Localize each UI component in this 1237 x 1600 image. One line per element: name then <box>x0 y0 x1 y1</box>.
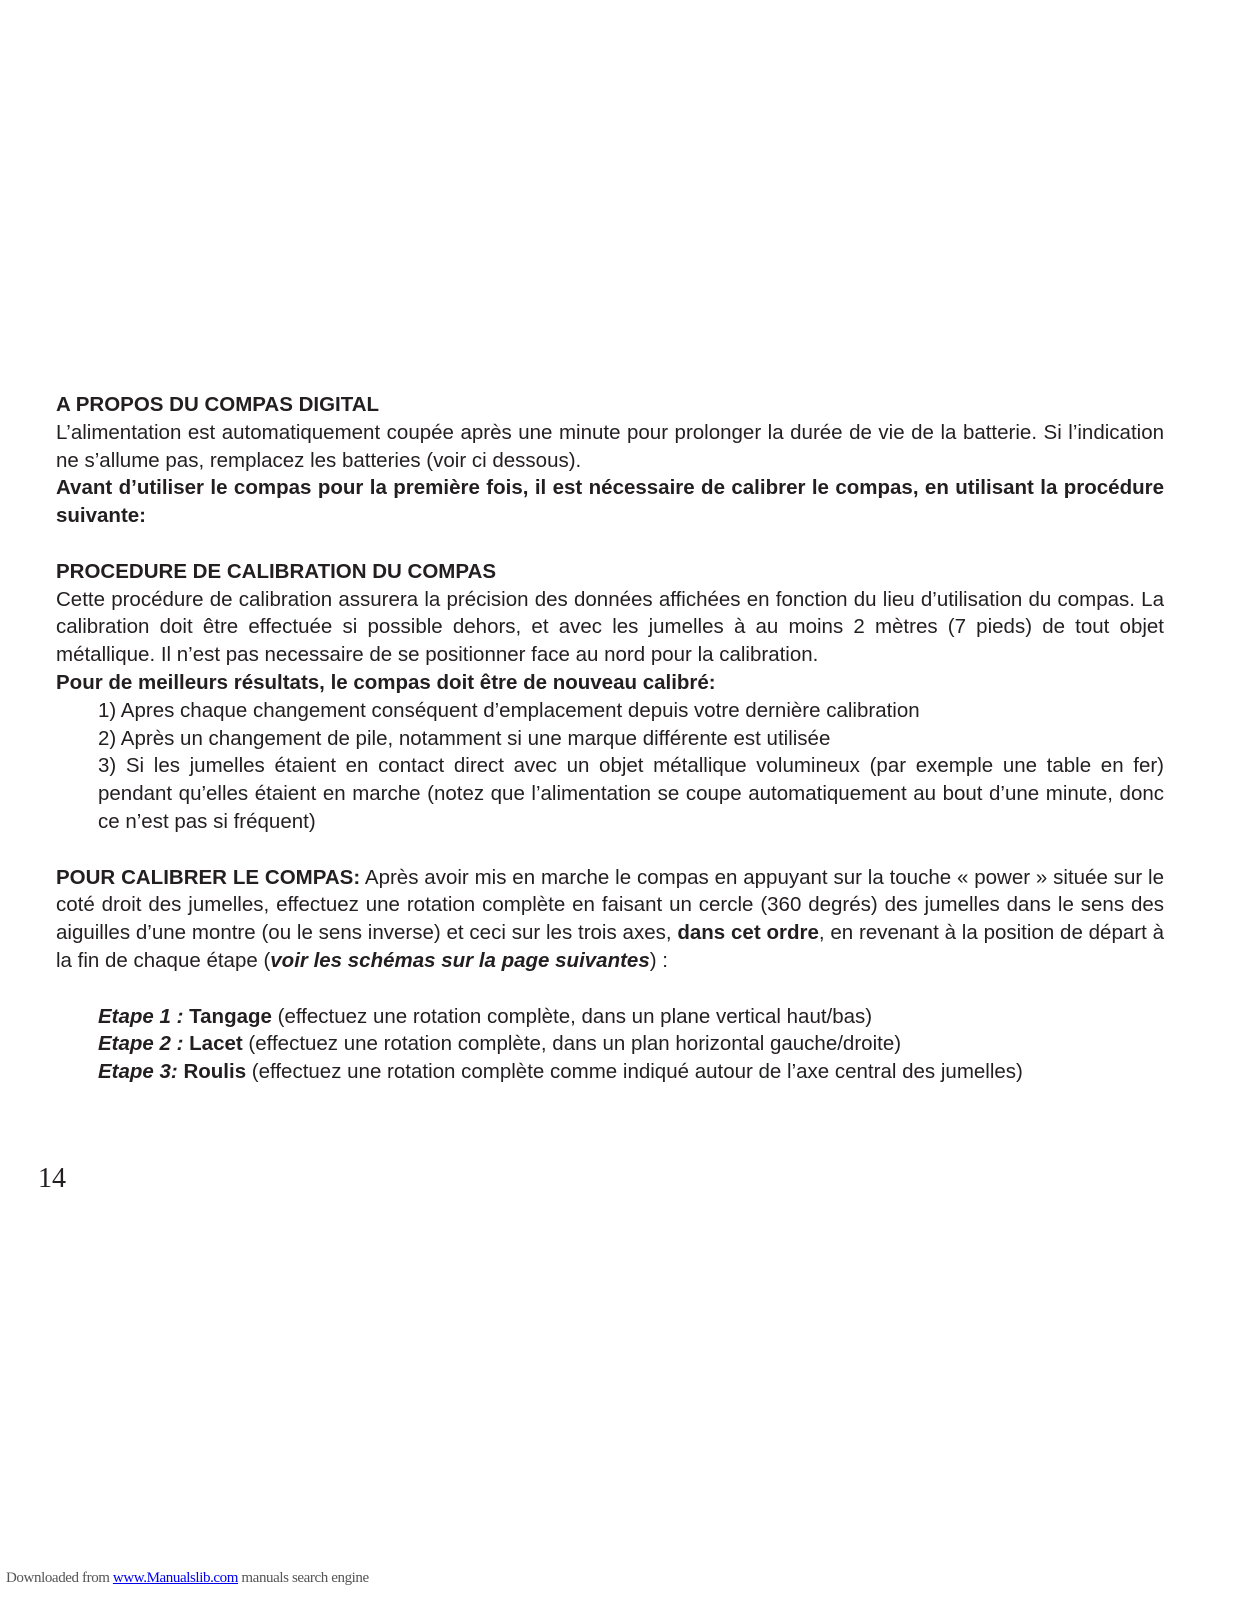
step-name: Lacet <box>189 1032 243 1056</box>
list-item: 2) Après un changement de pile, notamment si une marque différente est utilisée <box>98 726 831 750</box>
steps-list <box>56 1003 1164 1086</box>
spacer <box>56 836 1164 864</box>
step-item <box>98 1003 1164 1031</box>
spacer <box>56 530 1164 558</box>
paragraph-alimentation: L’alimentation est automatiquement coupée après une minute pour prolonger la durée de vie de la batterie. Si l’indication ne s’allume pas, remplacez les batteries (voir ci dessous). <box>56 420 1164 472</box>
footer-prefix: Downloaded from <box>6 1570 113 1586</box>
step-description: (effectuez une rotation complète, dans un plan horizontal gauche/droite) <box>242 1032 902 1056</box>
paragraph-procedure: Cette procédure de calibration assurera la précision des données affichées en fonction du lieu d’utilisation du compas. La calibration doit être effectuée si possible dehors, et avec les jumelles à au moins 2 mètres (7 pieds) de tout objet métallique. Il n’est pas necessaire de se positionner face au nord pour la calibration. <box>56 587 1164 667</box>
step-item <box>98 1030 1164 1058</box>
pour-calibrer-text-1: Après avoir mis en marche le compas en appuyant sur la touche « power » située sur le coté droit des jumelles, effectuez une rotation complète en faisant un cercle (360 degrés) des jumelles dans le sens des aiguilles d’une montre (ou le sens inverse) et ceci sur les trois axes, <box>56 865 1164 945</box>
pour-calibrer-reference: voir les schémas sur la page suivantes <box>270 948 650 972</box>
step-item <box>98 1058 1164 1086</box>
step-name: Roulis <box>183 1060 247 1084</box>
footer-suffix: manuals search engine <box>238 1570 369 1586</box>
spacer <box>56 975 1164 1003</box>
list-item: 1) Apres chaque changement conséquent d’emplacement depuis votre dernière calibration <box>98 698 920 722</box>
recalibration-list <box>56 697 1164 836</box>
step-description: (effectuez une rotation complète, dans un plane vertical haut/bas) <box>271 1004 873 1028</box>
step-name: Tangage <box>189 1004 272 1028</box>
pour-calibrer-text-3: ) : <box>649 948 668 972</box>
paragraph-meilleurs-resultats: Pour de meilleurs résultats, le compas doit être de nouveau calibré: <box>56 670 716 694</box>
step-label: Etape 2 : <box>98 1032 184 1056</box>
page-number: 14 <box>38 1163 66 1194</box>
step-label: Etape 1 : <box>98 1004 184 1028</box>
section-heading-procedure-calibration: PROCEDURE DE CALIBRATION DU COMPAS <box>56 559 496 583</box>
download-footer <box>6 1570 369 1587</box>
step-description: (effectuez une rotation complète comme indiqué autour de l’axe central des jumelles) <box>246 1060 1023 1084</box>
page-content <box>56 391 1164 1086</box>
pour-calibrer-text-2: , en revenant à la position de départ à la fin de chaque étape ( <box>56 921 1164 972</box>
pour-calibrer-lead: POUR CALIBRER LE COMPAS: <box>56 865 361 889</box>
list-item: 3) Si les jumelles étaient en contact direct avec un objet métallique volumineux (par exemple une table en fer) pendant qu’elles étaient en marche (notez que l’alimentation se coupe automatiquement au bout d’une minute, donc ce n’est pas si fréquent) <box>98 754 1164 833</box>
manualslib-link[interactable]: www.Manualslib.com <box>112 1570 239 1586</box>
paragraph-avant-utiliser: Avant d’utiliser le compas pour la première fois, il est nécessaire de calibrer le compas, en utilisant la procédure suivante: <box>56 476 1164 528</box>
pour-calibrer-bold: dans cet ordre <box>677 921 819 945</box>
section-heading-compas-digital: A PROPOS DU COMPAS DIGITAL <box>56 393 380 416</box>
paragraph-pour-calibrer <box>56 864 1164 975</box>
step-label: Etape 3: <box>98 1060 178 1084</box>
